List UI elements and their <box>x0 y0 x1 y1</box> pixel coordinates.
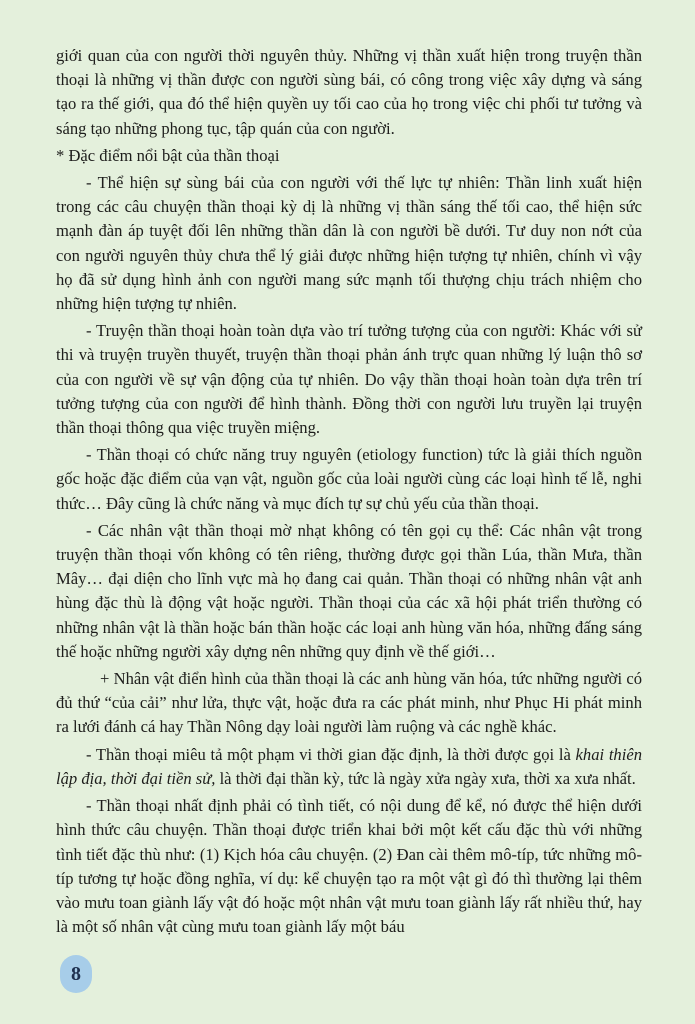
paragraph-culture-heroes: + Nhân vật điển hình của thần thoại là các anh hùng văn hóa, tức những người có đủ thứ “của cải” như lửa, thực vật, hoặc đưa ra các phát minh, như Phục Hi phát minh ra lưới đánh cá hay Thần Nông dạy loài người làm ruộng và các nghề khác. <box>56 669 642 737</box>
page-body <box>56 44 642 942</box>
time-frame-text-start: - Thần thoại miêu tả một phạm vi thời gian đặc định, là thời được gọi là <box>86 744 576 764</box>
time-frame-text-end: là thời đại thần kỳ, tức là ngày xửa ngày xưa, thời xa xưa nhất. <box>215 768 636 788</box>
time-frame-italic: khai thiên lập địa, thời đại tiền sử, <box>56 744 642 788</box>
paragraph-characters: - Các nhân vật thần thoại mờ nhạt không có tên gọi cụ thể: Các nhân vật trong truyện thần thoại vốn không có tên riêng, thường được gọi thần Lúa, thần Mưa, thần Mây… đại diện cho lĩnh vực mà họ đang cai quản. Thần thoại có những nhân vật anh hùng đặc thù là động vật hoặc người. Thần thoại của các xã hội phát triển thường có những nhân vật là thần hoặc bán thần hoặc các loại anh hùng văn hóa, những đấng sáng thế hoặc những người xây dựng nên những quy định về thế giới… <box>56 520 642 661</box>
paragraph-imagination: - Truyện thần thoại hoàn toàn dựa vào trí tưởng tượng của con người: Khác với sử thi và truyện truyền thuyết, truyện thần thoại phản ánh trực quan những lý luận thô sơ của con người về sự vận động của tự nhiên. Do vậy thần thoại hoàn toàn dựa trên trí tưởng tượng của con người để hình thành. Đồng thời con người lưu truyền lại truyện thần thoại thông qua việc truyền miệng. <box>56 321 642 438</box>
intro-paragraph: giới quan của con người thời nguyên thủy. Những vị thần xuất hiện trong truyện thần thoại là những vị thần được con người sùng bái, có công trong việc xây dựng và sáng tạo ra thế giới, qua đó thể hiện quyền uy tối cao của họ trong việc chi phối tư tưởng và sáng tạo những phong tục, tập quán của con người. <box>56 46 642 138</box>
paragraph-time-frame <box>56 743 642 791</box>
section-heading: * Đặc điểm nổi bật của thần thoại <box>56 145 280 165</box>
paragraph-nature-worship: - Thể hiện sự sùng bái của con người với thế lực tự nhiên: Thần linh xuất hiện trong các câu chuyện thần thoại kỳ dị là những vị thần sáng thế tối cao, thể hiện sức mạnh đàn áp tuyệt đối lên những thần dân là con người bề dưới. Tư duy non nớt của con người nguyên thủy chưa thể lý giải được những hiện tượng tự nhiên, chính vì vậy họ đã sử dụng hình ảnh con người mang sức mạnh tối thượng chịu trách nhiệm cho những hiện tượng tự nhiên. <box>56 173 642 314</box>
page-number-badge <box>60 955 92 993</box>
paragraph-etiology: - Thần thoại có chức năng truy nguyên (etiology function) tức là giải thích nguồn gốc hoặc đặc điểm của vạn vật, nguồn gốc của loài người cùng các loại hình tế lễ, nghi thức… Đây cũng là chức năng và mục đích tự sự chủ yếu của thần thoại. <box>56 445 642 513</box>
paragraph-plot: - Thần thoại nhất định phải có tình tiết, có nội dung để kể, nó được thể hiện dưới hình thức câu chuyện. Thần thoại được triển khai bởi một kết cấu đặc thù với những tình tiết đặc thù như: (1) Kịch hóa câu chuyện. (2) Đan cài thêm mô-típ, tức những mô-típ tương tự hoặc đồng nghĩa, ví dụ: kể chuyện tạo ra một vật gì đó thì thường lại thêm vào mưu toan giành lấy vật đó hoặc một nhân vật mưu toan giành lấy rất nhiều thứ, hay là một số nhân vật cùng mưu toan giành lấy một báu <box>56 796 642 937</box>
page-number: 8 <box>71 962 81 985</box>
